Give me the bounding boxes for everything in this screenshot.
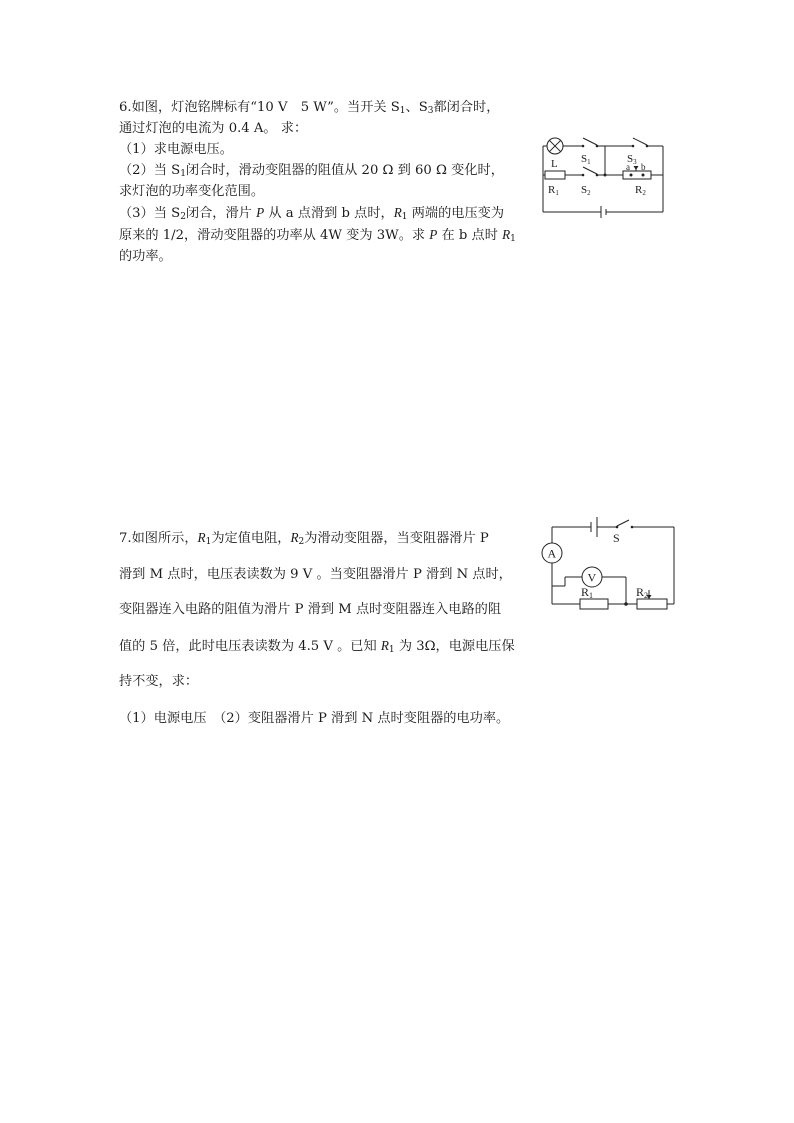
circuit-diagram-6 xyxy=(533,136,668,218)
label-sub: 2 xyxy=(642,189,646,197)
point-a-label: a xyxy=(626,162,630,172)
label-text: S xyxy=(627,153,634,165)
q6-text: 都闭合时， xyxy=(433,100,500,115)
subscript: 1 xyxy=(180,169,186,179)
variable-r: R xyxy=(393,205,402,220)
q6-line-2: 通过灯泡的电流为 0.4 A。 求： xyxy=(119,121,308,136)
subscript: 2 xyxy=(180,212,186,222)
q6-text: 闭合时，滑动变阻器的阻值从 20 Ω 到 60 Ω 变化时， xyxy=(185,163,504,178)
q6-part-2 xyxy=(119,160,529,181)
label-text: R xyxy=(548,184,556,196)
label-sub: 1 xyxy=(555,189,559,197)
q7-line-4 xyxy=(119,628,529,665)
subscript: 2 xyxy=(298,537,305,547)
question-6 xyxy=(119,97,529,267)
label-sub: 3 xyxy=(633,158,637,166)
label-text: S xyxy=(581,153,588,165)
subscript: 1 xyxy=(510,234,516,244)
label-text: R xyxy=(581,585,590,599)
q6-text: （2）当 S xyxy=(119,163,181,178)
resistor-r2-label xyxy=(635,184,646,197)
q6-line-1 xyxy=(119,97,529,118)
variable-r: R xyxy=(197,530,206,545)
q6-text: 从 a 点滑到 b 点时， xyxy=(264,206,394,221)
question-7 xyxy=(119,520,529,736)
point-b-label: b xyxy=(641,162,646,172)
q6-text: 6.如图，灯泡铭牌标有“10 V 5 W”。当开关 S xyxy=(119,100,400,115)
variable-r: R xyxy=(502,227,511,242)
q6-line-7 xyxy=(119,224,529,246)
q6-part-3 xyxy=(119,202,529,224)
q7-text: 为定值电阻， xyxy=(211,531,291,546)
q6-text: （3）当 S xyxy=(119,206,181,221)
q6-part-1: （1）求电源电压。 xyxy=(119,142,233,157)
subscript: 1 xyxy=(399,106,406,116)
subscript: 1 xyxy=(388,644,395,655)
q7-text: 7.如图所示， xyxy=(119,531,198,546)
label-sub: 1 xyxy=(589,591,594,600)
subscript: 1 xyxy=(205,537,212,547)
label-text: S xyxy=(581,184,588,196)
resistor-r2-label xyxy=(636,585,648,600)
q6-text: 闭合，滑片 xyxy=(185,206,257,221)
q7-line-1 xyxy=(119,520,529,557)
switch-s2-label xyxy=(581,184,591,197)
circuit-diagram-7 xyxy=(537,514,682,614)
variable-r: R xyxy=(380,637,389,653)
q6-text: 原来的 1/2，滑动变阻器的功率从 4W 变为 3W。求 xyxy=(119,228,430,243)
switch-s-label: S xyxy=(613,531,620,545)
subscript: 1 xyxy=(401,212,408,222)
q7-line-5: 持不变，求： xyxy=(119,674,199,689)
q7-parts: （1）电源电压 （2）变阻器滑片 P 滑到 N 点时变阻器的电功率。 xyxy=(119,710,510,726)
ammeter-label: A xyxy=(547,546,557,561)
subscript: 3 xyxy=(427,106,434,116)
label-text: R xyxy=(636,585,645,599)
q7-line-2: 滑到 M 点时，电压表读数为 9 V 。当变阻器滑片 P 滑到 N 点时， xyxy=(119,566,512,582)
label-text: R xyxy=(635,184,643,196)
lamp-label: L xyxy=(551,158,558,170)
label-sub: 2 xyxy=(587,189,591,197)
q6-text: 在 b 点时 xyxy=(437,228,503,243)
q7-text: 值的 5 倍，此时电压表读数为 4.5 V 。已知 xyxy=(119,638,381,654)
q6-line-5: 求灯泡的功率变化范围。 xyxy=(119,184,265,199)
variable-p: P xyxy=(429,227,438,242)
q7-text: 为滑动变阻器，当变阻器滑片 P xyxy=(304,531,489,546)
q7-text: 为 3Ω，电源电压保 xyxy=(394,638,515,654)
q6-line-8: 的功率。 xyxy=(119,249,172,264)
label-sub: 1 xyxy=(587,158,591,166)
switch-s1-label xyxy=(581,153,591,166)
q6-text: 两端的电压变为 xyxy=(407,206,505,221)
voltmeter-label: V xyxy=(587,570,597,585)
variable-p: P xyxy=(256,205,265,220)
resistor-r1-label xyxy=(548,184,559,197)
variable-r: R xyxy=(290,530,299,545)
q7-line-3: 变阻器连入电路的阻值为滑片 P 滑到 M 点时变阻器连入电路的阻 xyxy=(119,602,502,617)
q6-text: 、S xyxy=(405,100,428,115)
label-sub: 2 xyxy=(644,591,649,600)
